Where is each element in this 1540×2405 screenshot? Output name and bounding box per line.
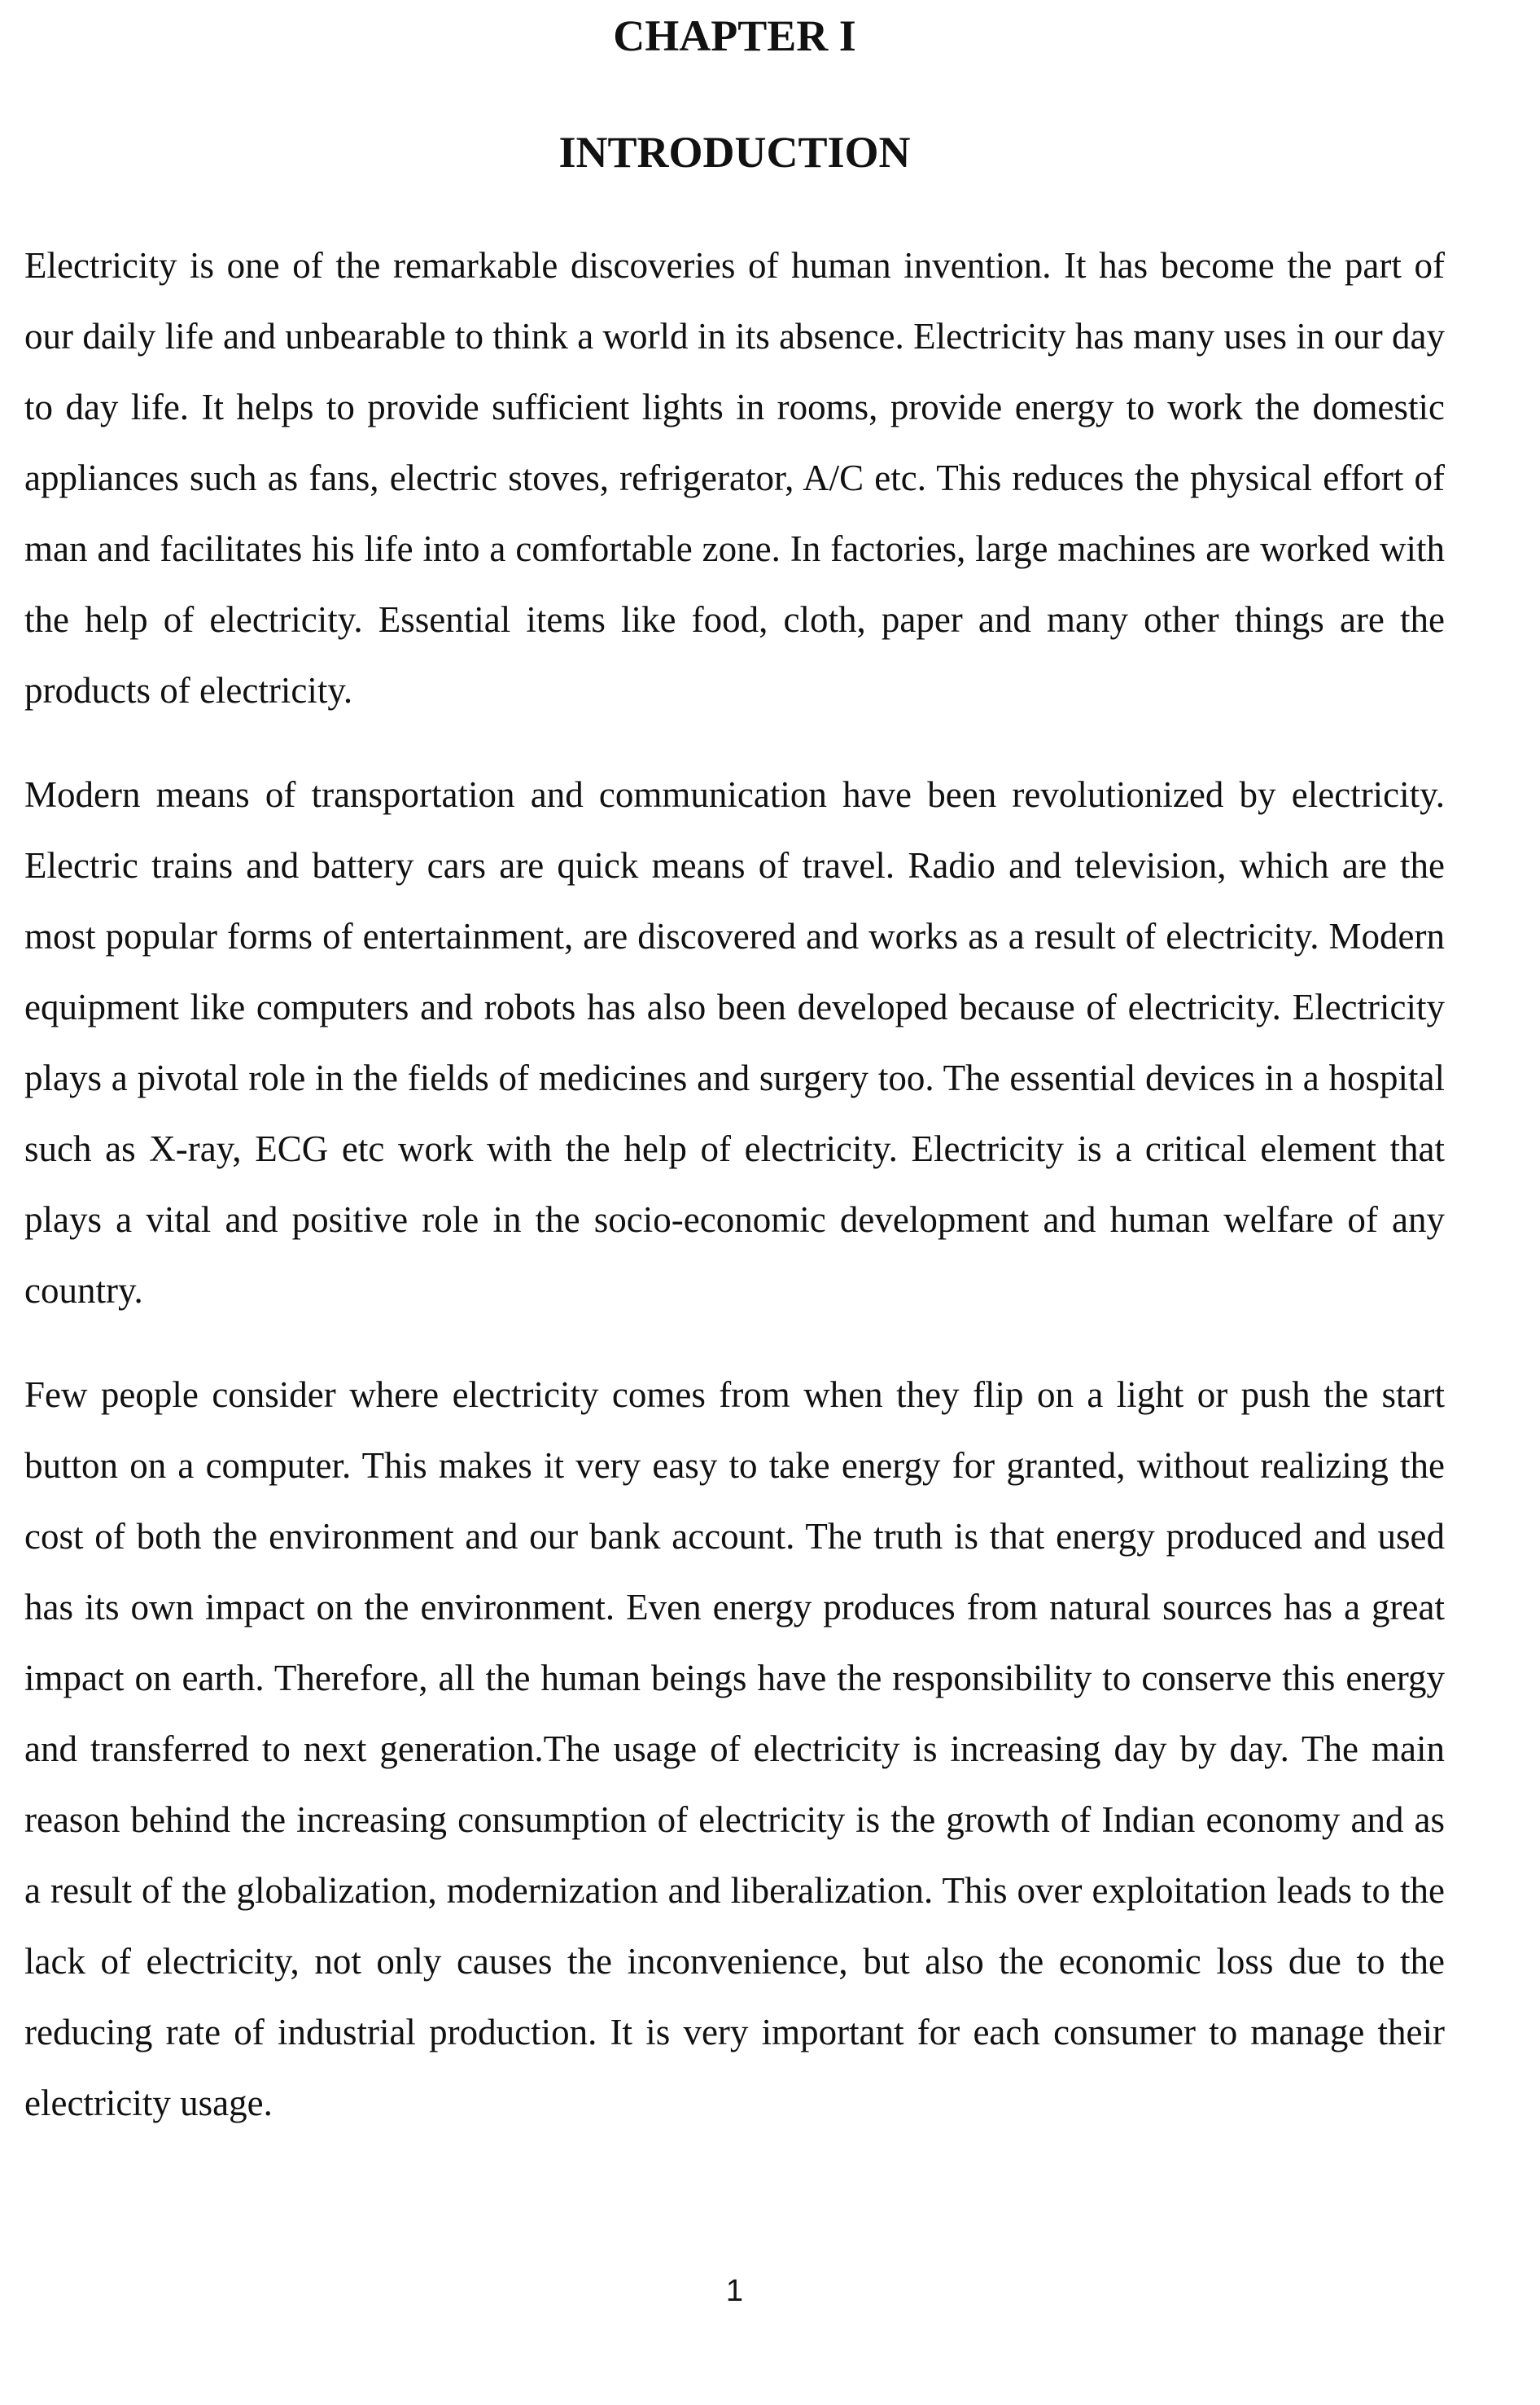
document-page [24,0,1445,2405]
paragraph-3: Few people consider where electricity comes from when they flip on a light or push the start button on a computer. This makes it very easy to take energy for granted, without realizing the cost of both the environment and our bank account. The truth is that energy produced and used has its own impact on the environment. Even energy produces from natural sources has a great impact on earth. Therefore, all the human beings have the responsibility to conserve this energy and transferred to next generation.The usage of electricity is increasing day by day. The main reason behind the increasing consumption of electricity is the growth of Indian economy and as a result of the globalization, modernization and liberalization. This over exploitation leads to the lack of electricity, not only causes the inconvenience, but also the economic loss due to the reducing rate of industrial production. It is very important for each consumer to manage their electricity usage. [24,1374,1445,2123]
chapter-heading: CHAPTER I [613,11,856,60]
chapter-title: INTRODUCTION [558,128,911,177]
paragraph-1: Electricity is one of the remarkable discoveries of human invention. It has become the part of our daily life and unbearable to think a world in its absence. Electricity has many uses in our day to day life. It helps to provide sufficient lights in rooms, provide energy to work the domestic appliances such as fans, electric stoves, refrigerator, A/C etc. This reduces the physical effort of man and facilitates his life into a comfortable zone. In factories, large machines are worked with the help of electricity. Essential items like food, cloth, paper and many other things are the products of electricity. [24,245,1445,711]
paragraph-2: Modern means of transportation and communication have been revolutionized by electricity. Electric trains and battery cars are quick means of travel. Radio and television, which are the most popular forms of entertainment, are discovered and works as a result of electricity. Modern equipment like computers and robots has also been developed because of electricity. Electricity plays a pivotal role in the fields of medicines and surgery too. The essential devices in a hospital such as X-ray, ECG etc work with the help of electricity. Electricity is a critical element that plays a vital and positive role in the socio-economic development and human welfare of any country. [24,774,1445,1311]
page-number: 1 [725,2274,744,2308]
